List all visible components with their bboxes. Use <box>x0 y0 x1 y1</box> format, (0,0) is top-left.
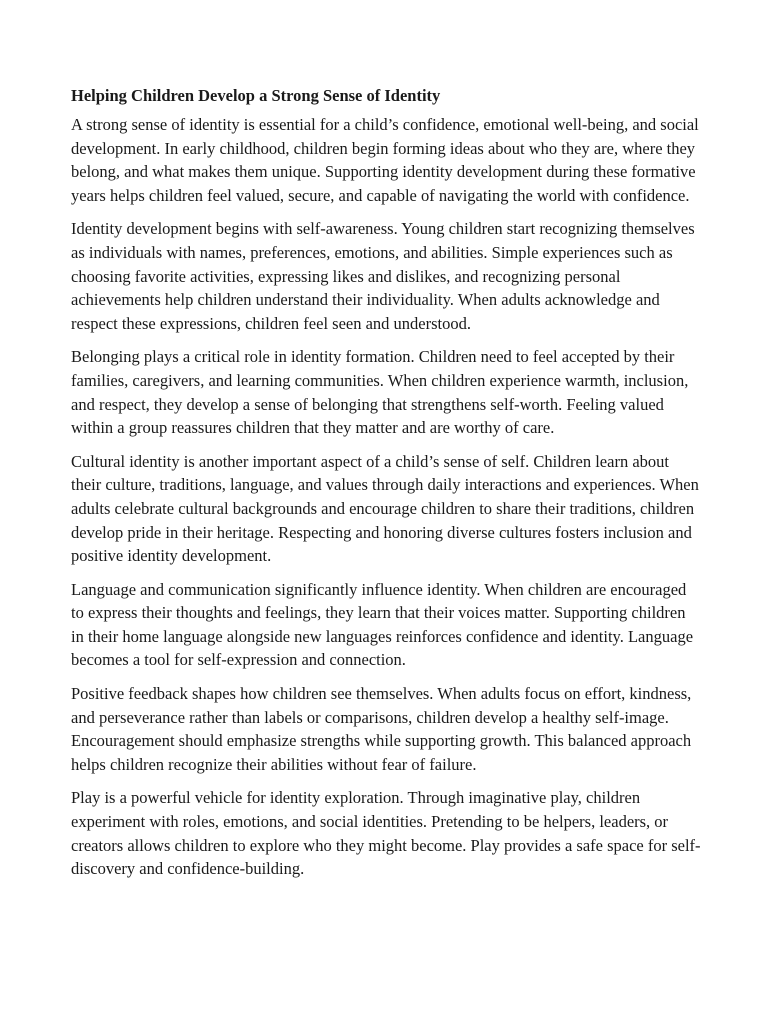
paragraph-4: Cultural identity is another important aspect of a child’s sense of self. Children learn about their culture, traditions, language, and values through daily interactions and experiences. When adults celebrate cultural backgrounds and encourage children to share their traditions, children develop pride in their heritage. Respecting and honoring diverse cultures fosters inclusion and positive identity development. <box>71 451 699 566</box>
paragraph-6: Positive feedback shapes how children see themselves. When adults focus on effort, kindness, and perseverance rather than labels or comparisons, children develop a healthy self-image. Encouragement should emphasize strengths while supporting growth. This balanced approach helps children recognize their abilities without fear of failure. <box>71 684 692 774</box>
paragraph-2: Identity development begins with self-awareness. Young children start recognizing themselves as individuals with names, preferences, emotions, and abilities. Simple experiences such as choosing favorite activities, expressing likes and dislikes, and recognizing personal achievements help children understand their individuality. When adults acknowledge and respect these expressions, children feel seen and understood. <box>71 219 695 333</box>
paragraph-1: A strong sense of identity is essential for a child’s confidence, emotional well-being, and social development. In early childhood, children begin forming ideas about who they are, where they belong, and what makes them unique. Supporting identity development during these formative years helps children feel valued, secure, and capable of navigating the world with confidence. <box>71 115 699 205</box>
paragraph-5: Language and communication significantly influence identity. When children are encouraged to express their thoughts and feelings, they learn that their voices matter. Supporting children in their home language alongside new languages reinforces confidence and identity. Language becomes a tool for self-expression and connection. <box>71 579 694 670</box>
paragraph-7: Play is a powerful vehicle for identity exploration. Through imaginative play, children experiment with roles, emotions, and social identities. Pretending to be helpers, leaders, or creators allows children to explore who they might become. Play provides a safe space for self-discovery and confidence-building. <box>71 788 701 879</box>
document-title: Helping Children Develop a Strong Sense of Identity <box>71 86 441 105</box>
paragraph-3: Belonging plays a critical role in identity formation. Children need to feel accepted by their families, caregivers, and learning communities. When children experience warmth, inclusion, and respect, they develop a sense of belonging that strengthens self-worth. Feeling valued within a group reassures children that they matter and are worthy of care. <box>71 347 689 438</box>
document-page <box>71 84 701 891</box>
